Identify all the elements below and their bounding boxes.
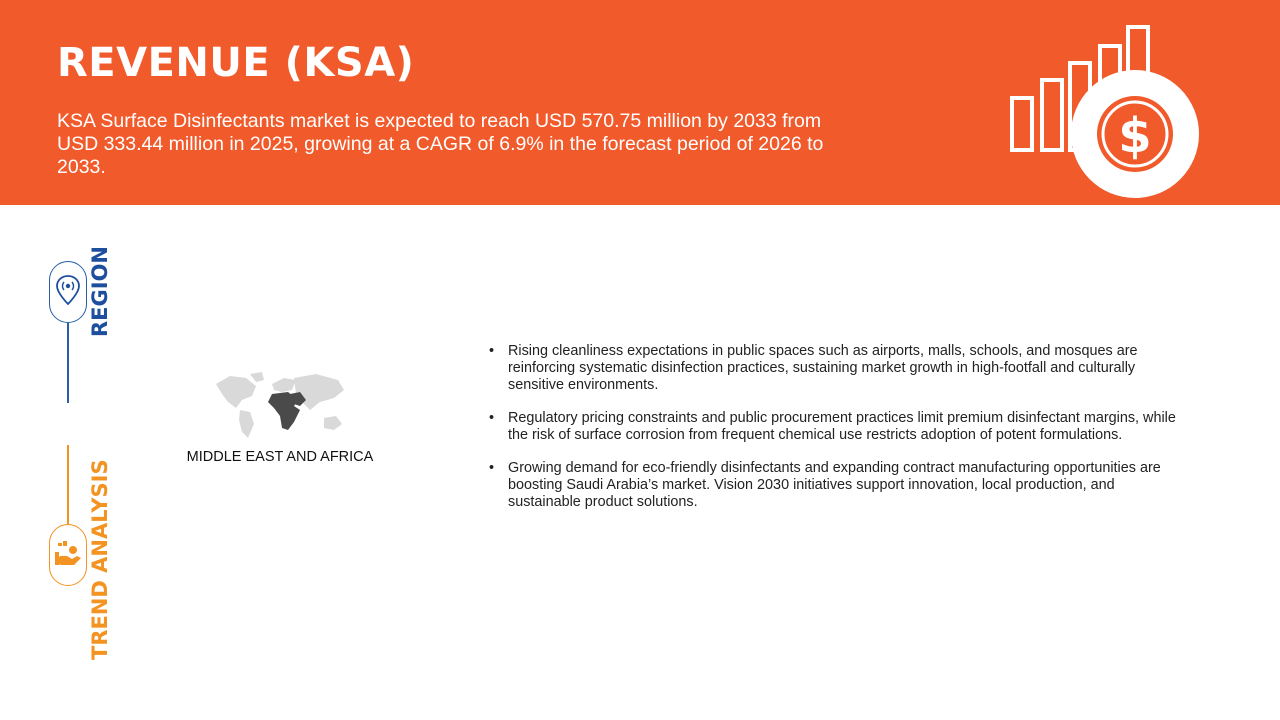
world-map-icon xyxy=(212,370,348,440)
bullet-marker: • xyxy=(489,460,495,476)
hand-coins-icon xyxy=(50,525,86,585)
bullet-marker: • xyxy=(489,410,495,426)
trend-pill xyxy=(49,524,87,586)
trend-connector xyxy=(67,445,69,525)
revenue-growth-dollar-icon xyxy=(1005,20,1205,202)
trend-text: Growing demand for eco-friendly disinfectants and expanding contract manufacturing opportunities are boosting Saudi Arabia’s market. Vision 2030 initiatives support innovation, local production, and sustainable product solutions. xyxy=(508,460,1161,510)
page-title: REVENUE (KSA) xyxy=(57,40,415,86)
trend-list xyxy=(488,343,1178,527)
trend-heading: TREND ANALYSIS xyxy=(88,459,112,660)
trend-item xyxy=(488,410,1178,444)
trend-text: Regulatory pricing constraints and public procurement practices limit premium disinfectant margins, while the risk of surface corrosion from frequent chemical use restricts adoption of potent formulations. xyxy=(508,410,1176,443)
header-banner xyxy=(0,0,1280,205)
region-name: MIDDLE EAST AND AFRICA xyxy=(186,449,374,465)
bullet-marker: • xyxy=(489,343,495,359)
trend-item xyxy=(488,460,1178,511)
trend-item xyxy=(488,343,1178,394)
svg-text:$: $ xyxy=(1118,108,1152,164)
trend-text: Rising cleanliness expectations in public spaces such as airports, malls, schools, and mosques are reinforcing systematic disinfection practices, sustaining market growth in high-footfall and culturally sensitive environments. xyxy=(508,343,1138,393)
region-connector xyxy=(67,323,69,403)
region-heading: REGION xyxy=(88,246,112,337)
region-pill xyxy=(49,261,87,323)
location-pin-icon xyxy=(50,262,86,322)
market-summary: KSA Surface Disinfectants market is expected to reach USD 570.75 million by 2033 from USD 333.44 million in 2025, growing at a CAGR of 6.9% in the forecast period of 2026 to 2033. xyxy=(57,110,824,178)
